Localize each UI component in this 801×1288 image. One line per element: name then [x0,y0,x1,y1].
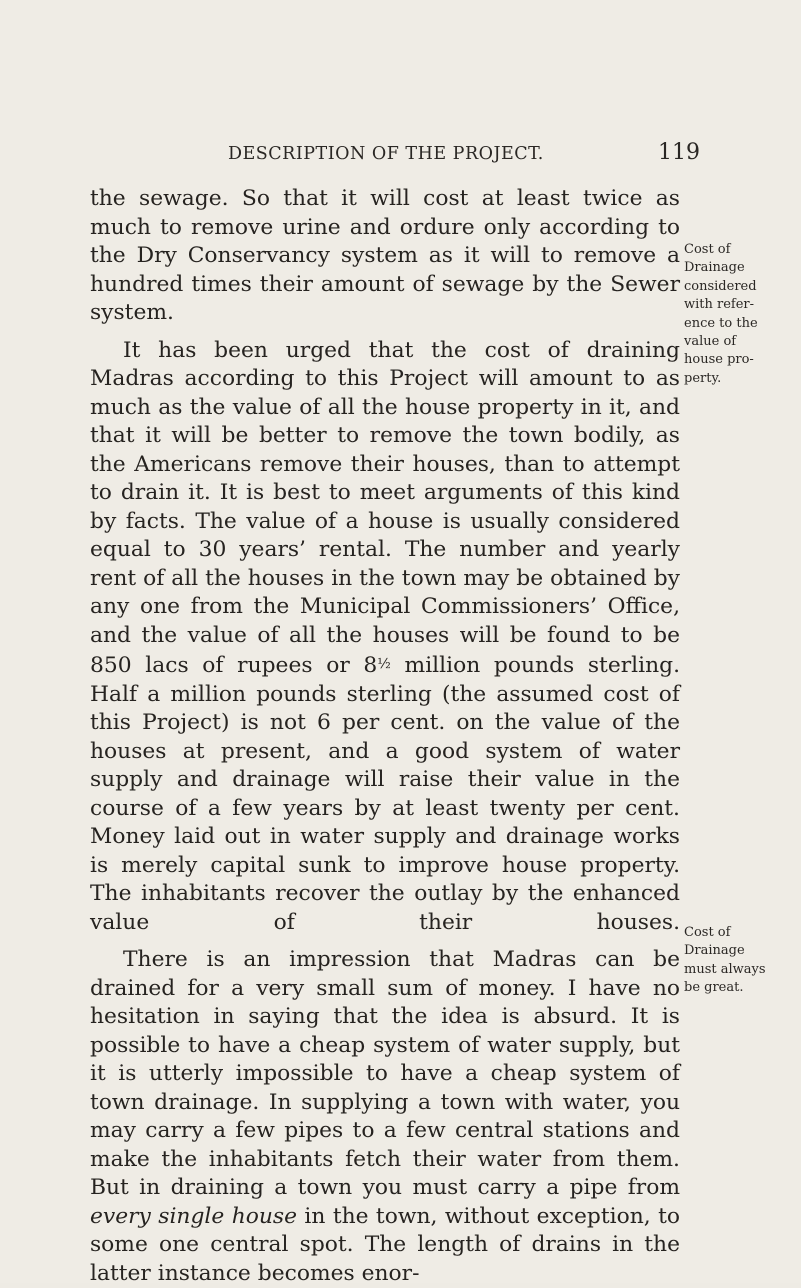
margin-note-line: house pro- [684,352,754,368]
margin-note-line: Cost of [684,242,731,257]
margin-note [684,924,796,998]
paragraph [90,946,680,1288]
fraction: ½ [377,656,391,672]
paragraph-text: There is an impression that Madras can be drained for a very small sum of money. I have no hesitation in saying that the idea is absurd. It is possible to have a cheap system of water supply, but it is utterly impossible to have a cheap system of town drainage. In supplying a town with water, you may carry a few pipes to a few central stations and make the inhabitants fetch their water from them. But in draining a town you must carry a pipe from [90,947,680,1200]
margin-note-line: with refer- [684,297,755,313]
margin-note-line: value of [684,334,737,350]
margin-note-line: be great. [684,980,744,996]
page-header [0,140,801,172]
paragraph-text: It has been urged that the cost of draining Madras according to this Project will amount to as much as the value of all the house property in it, and that it will be better to remove the town bodily, as the Americans remove their houses, than to attempt to drain it. It is best to meet arguments of this kind by facts. The value of a house is usually considered equal to 30 years’ rental. The number and yearly rent of all the houses in the town may be obtained by any one from the Municipal Commissioners’ Office, and the value of all the houses will be found to be 850 lacs of rupees or 8 [90,337,680,678]
paragraph-text: million pounds sterling. Half a million pounds sterling (the assumed cost of this Project) is not 6 per cent. on the value of the houses at present, and a good system of water supply and drainage will raise their value in the course of a few years by at least twenty per cent. Money laid out in water supply and drainage works is merely capital sunk to improve house property. The inhabitants recover the outlay by the enhanced value of their houses. [90,653,681,935]
running-head: DESCRIPTION OF THE PROJECT. [228,144,544,164]
margin-note-line: Cost of [684,925,731,940]
margin-note-line: Drainage [684,260,745,276]
margin-note-line: Drainage [684,943,745,959]
margin-note [684,241,796,388]
margin-note-line: must always [684,961,766,977]
margin-note-line: considered [684,278,757,294]
paragraph-text: in the town, without exception, to some one central spot. The length of drains in the latter instance becomes enor- [90,1203,680,1286]
margin-note-line: ence to the [684,315,758,331]
paragraph-text: the sewage. So that it will cost at least twice as much to remove urine and ordure only according to the Dry Conservancy system as it will to remove a hundred times their amount of sewage by the Sewer system. [90,186,680,325]
paragraph [90,185,680,328]
margin-note-line: perty. [684,370,722,386]
paragraph [90,337,680,938]
body-text [90,185,680,1288]
page-number: 119 [658,140,700,165]
emphasis-text: every single house [90,1203,297,1229]
